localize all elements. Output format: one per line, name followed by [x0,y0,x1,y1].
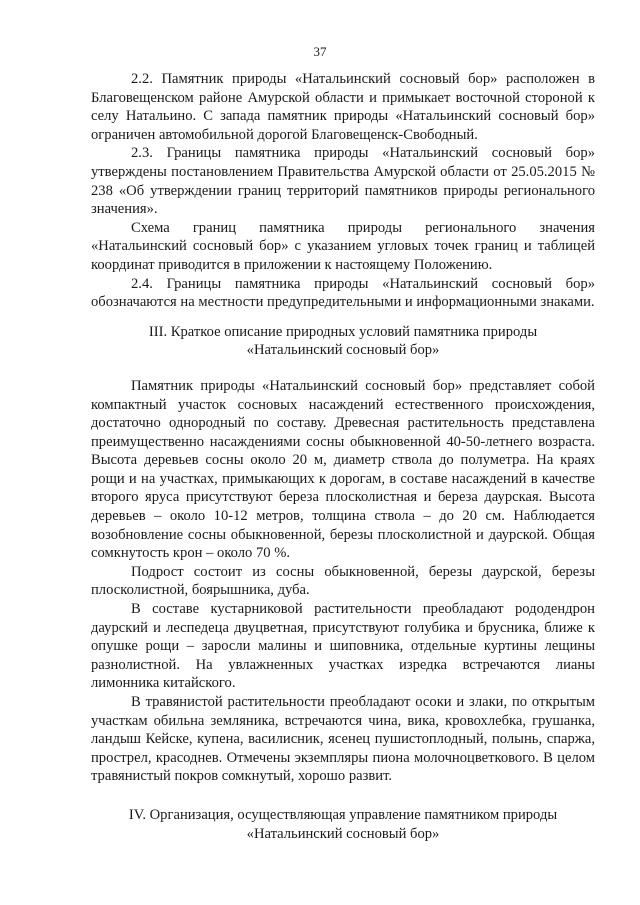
paragraph-2-4: 2.4. Границы памятника природы «Натальинский сосновый бор» обозначаются на местности предупредительными и информационными знаками. [91,275,595,311]
section-4-heading [91,806,595,843]
section-3-heading-line1: III. Краткое описание природных условий памятника природы [148,323,538,340]
paragraph-herbs: В травянистой растительности преобладают осоки и злаки, по открытым участкам обильна земляника, встречаются чина, вика, кровохлебка, грушанка, ландыш Кейске, купена, василисник, ясенец пушистоплодный, полынь, спаржа, прострел, красоднев. Отмечены экземпляры пиона молочноцветкового. В целом травянистый покров сомкнутый, хорошо развит. [91,694,595,785]
paragraph-scheme: Схема границ памятника природы регионального значения «Натальинский сосновый бор» с указанием угловых точек границ и таблицей координат приводится в приложении к настоящему Положению. [91,219,595,273]
section-3-heading [91,323,595,360]
paragraph-shrubs: В составе кустарниковой растительности преобладают рододендрон даурский и леспедеца двуцветная, присутствуют голубика и брусника, ближе к опушке рощи – заросли малины и шиповника, отдельные куртины лещины разнолистной. На увлажненных участках изредка встречаются лианы лимонника китайского. [91,601,595,692]
section-4-heading-line1: IV. Организация, осуществляющая управление памятником природы [128,806,558,823]
section-4-heading-line2: «Натальинский сосновый бор» [246,825,440,842]
section-3-heading-line2: «Натальинский сосновый бор» [246,342,440,359]
page-number: 37 [313,44,327,59]
paragraph-2-3: 2.3. Границы памятника природы «Натальинский сосновый бор» утверждены постановлением Правительства Амурской области от 25.05.2015 № 238 «Об утверждении границ территорий памятников природы регионального значения». [91,145,595,218]
paragraph-2-2: 2.2. Памятник природы «Натальинский сосновый бор» расположен в Благовещенском районе Амурской области и примыкает восточной стороной к селу Натальино. С запада памятник природы «Натальинский сосновый бор» ограничен автомобильной дорогой Благовещенск-Свободный. [91,71,595,143]
paragraph-undergrowth: Подрост состоит из сосны обыкновенной, березы даурской, березы плосколистной, боярышника, дуба. [91,563,595,599]
paragraph-description: Памятник природы «Натальинский сосновый бор» представляет собой компактный участок сосновых насаждений естественного происхождения, достаточно однородный по составу. Древесная растительность представлена преимущественно насаждениями сосны обыкновенной 40-50-летнего возраста. Высота деревьев сосны около 20 м, диаметр ствола до полуметра. На краях рощи и на участках, примыкающих к дорогам, в составе насаждений в качестве второго яруса присутствуют береза плосколистная и береза даурская. Высота деревьев – около 10-12 метров, толщина ствола – до 20 см. Наблюдается возобновление сосны обыкновенной, березы плосколистной и даурской. Общая сомкнутость крон – около 70 %. [91,377,595,562]
document-body [91,70,595,843]
